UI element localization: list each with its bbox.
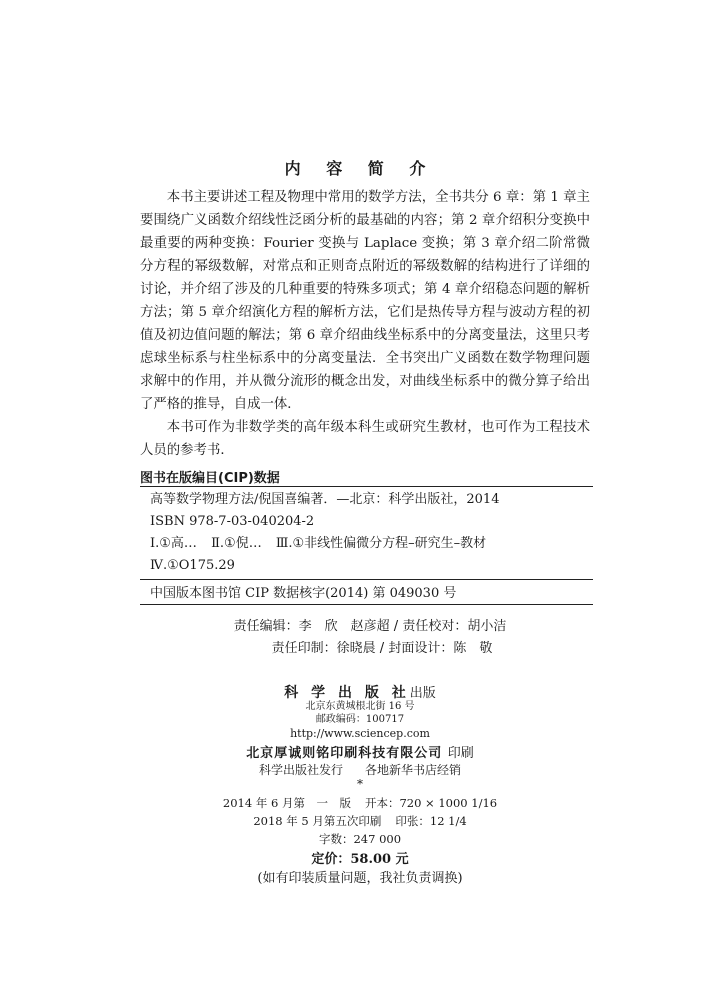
format: 开本：720 × 1000 1/16 — [364, 796, 498, 810]
summary-body — [140, 186, 590, 462]
publisher-postcode: 邮政编码：100717 — [315, 714, 405, 725]
summary-title: 内 容 简 介 — [284, 159, 436, 178]
edition: 2014 年 6 月第 一 版 — [222, 796, 351, 810]
printer-line — [0, 742, 720, 761]
cip-classification-line — [150, 533, 590, 555]
separator-star: * — [357, 777, 363, 791]
cip-bottom-rule — [140, 604, 593, 605]
cip-middle-rule — [140, 579, 593, 580]
cip-title-line: 高等数学物理方法/倪国喜编著．—北京：科学出版社，2014 — [150, 492, 500, 507]
cip-class-3: Ⅲ.①非线性偏微分方程–研究生–教材 — [275, 536, 487, 551]
summary-paragraph-2: 本书可作为非数学类的高年级本科生或研究生教材，也可作为工程技术人员的参考书． — [140, 420, 590, 458]
cip-check-number: 中国版本图书馆 CIP 数据核字(2014) 第 049030 号 — [150, 586, 457, 601]
publisher-name: 科 学 出 版 社 — [284, 685, 410, 701]
publisher-address: 北京东黄城根北街 16 号 — [305, 701, 415, 712]
seller: 各地新华书店经销 — [365, 763, 462, 777]
sheets: 印张：12 1/4 — [395, 814, 467, 828]
price: 定价：58.00 元 — [311, 852, 409, 867]
publisher-name-suffix: 出版 — [409, 686, 436, 701]
printing: 2018 年 5 月第五次印刷 — [253, 814, 382, 828]
cip-heading: 图书在版编目(CIP)数据 — [140, 471, 280, 486]
edition-line — [0, 795, 720, 811]
publisher-name-line — [0, 682, 720, 702]
cip-class-2: Ⅱ.①倪… — [211, 536, 262, 551]
cip-class-4: Ⅳ.①O175.29 — [150, 558, 235, 573]
printer-suffix: 印刷 — [447, 746, 474, 761]
quality-notice: (如有印装质量问题，我社负责调换) — [257, 871, 463, 886]
cip-isbn-line: ISBN 978-7-03-040204-2 — [150, 514, 315, 529]
cip-class-1: Ⅰ.①高… — [150, 536, 197, 551]
distribution-line — [0, 761, 720, 778]
credits-editors: 责任编辑：李 欣 赵彦超 / 责任校对：胡小洁 — [233, 619, 507, 634]
publisher-url: http://www.sciencep.com — [290, 727, 430, 740]
printer-name: 北京厚诚则铭印刷科技有限公司 — [246, 746, 443, 761]
cip-record — [150, 489, 590, 577]
summary-paragraph-1: 本书主要讲述工程及物理中常用的数学方法，全书共分 6 章：第 1 章主要围绕广义函数介绍线性泛函分析的最基础的内容；第 2 章介绍积分变换中最重要的两种变换：Fourier 变换与 Laplace 变换；第 3 章介绍二阶常微分方程的幂级数解，对常点和正则奇点附近的幂级数解的结构进行了详细的讨论，并介绍了涉及的几种重要的特殊多项式；第 4 章介绍稳态问题的解析方法；第 5 章介绍演化方程的解析方法，它们是热传导方程与波动方程的初值及初边值问题的解法；第 6 章介绍曲线坐标系中的分离变量法，这里只考虑球坐标系与柱坐标系中的分离变量法．全书突出广义函数在数学物理问题求解中的作用，并从微分流形的概念出发，对曲线坐标系中的微分算子给出了严格的推导，自成一体． — [140, 190, 590, 412]
credits-production: 责任印制：徐晓晨 / 封面设计：陈 敬 — [271, 641, 493, 656]
printing-line — [0, 813, 720, 829]
issuer: 科学出版社发行 — [258, 763, 343, 777]
cip-top-rule — [140, 486, 593, 487]
word-count: 字数：247 000 — [318, 832, 402, 846]
